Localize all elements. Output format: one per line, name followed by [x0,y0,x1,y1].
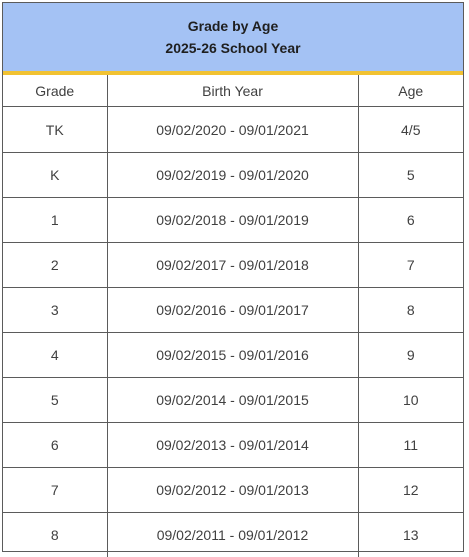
table-row [3,243,463,288]
age-cell: 12 [358,468,463,513]
header-row [3,75,463,107]
table-row [3,378,463,423]
age-cell: 6 [358,198,463,243]
table-row [3,107,463,153]
grade-cell: 3 [3,288,107,333]
grade-cell: TK [3,107,107,153]
birth-year-cell: 09/02/2017 - 09/01/2018 [107,243,358,288]
school-year-subtitle: 2025-26 School Year [165,37,300,59]
grade-cell: 5 [3,378,107,423]
column-header-age: Age [358,75,463,107]
grade-by-age-sheet [2,2,464,552]
table-row [3,468,463,513]
age-cell: 4/5 [358,107,463,153]
birth-year-cell: 09/02/2013 - 09/01/2014 [107,423,358,468]
grade-cell: 4 [3,333,107,378]
birth-year-cell: 09/02/2014 - 09/01/2015 [107,378,358,423]
grade-age-table [3,75,463,557]
age-cell: 7 [358,243,463,288]
table-row [3,423,463,468]
birth-year-cell: 09/02/2020 - 09/01/2021 [107,107,358,153]
age-cell: 11 [358,423,463,468]
column-header-birth-year: Birth Year [107,75,358,107]
column-header-grade: Grade [3,75,107,107]
age-cell: 5 [358,153,463,198]
birth-year-cell: 09/02/2016 - 09/01/2017 [107,288,358,333]
table-row [3,288,463,333]
age-cell: 10 [358,378,463,423]
table-row [3,333,463,378]
table-row [3,153,463,198]
table-row [3,198,463,243]
birth-year-cell: 09/02/2018 - 09/01/2019 [107,198,358,243]
grade-cell: K [3,153,107,198]
birth-year-cell: 09/02/2019 - 09/01/2020 [107,153,358,198]
age-cell: 9 [358,333,463,378]
grade-cell: 8 [3,513,107,557]
grade-cell: 2 [3,243,107,288]
age-cell: 13 [358,513,463,557]
title-band [3,3,463,75]
grade-cell: 6 [3,423,107,468]
birth-year-cell: 09/02/2011 - 09/01/2012 [107,513,358,557]
grade-cell: 7 [3,468,107,513]
age-cell: 8 [358,288,463,333]
table-title: Grade by Age [188,15,279,37]
birth-year-cell: 09/02/2012 - 09/01/2013 [107,468,358,513]
table-row [3,513,463,557]
grade-cell: 1 [3,198,107,243]
birth-year-cell: 09/02/2015 - 09/01/2016 [107,333,358,378]
